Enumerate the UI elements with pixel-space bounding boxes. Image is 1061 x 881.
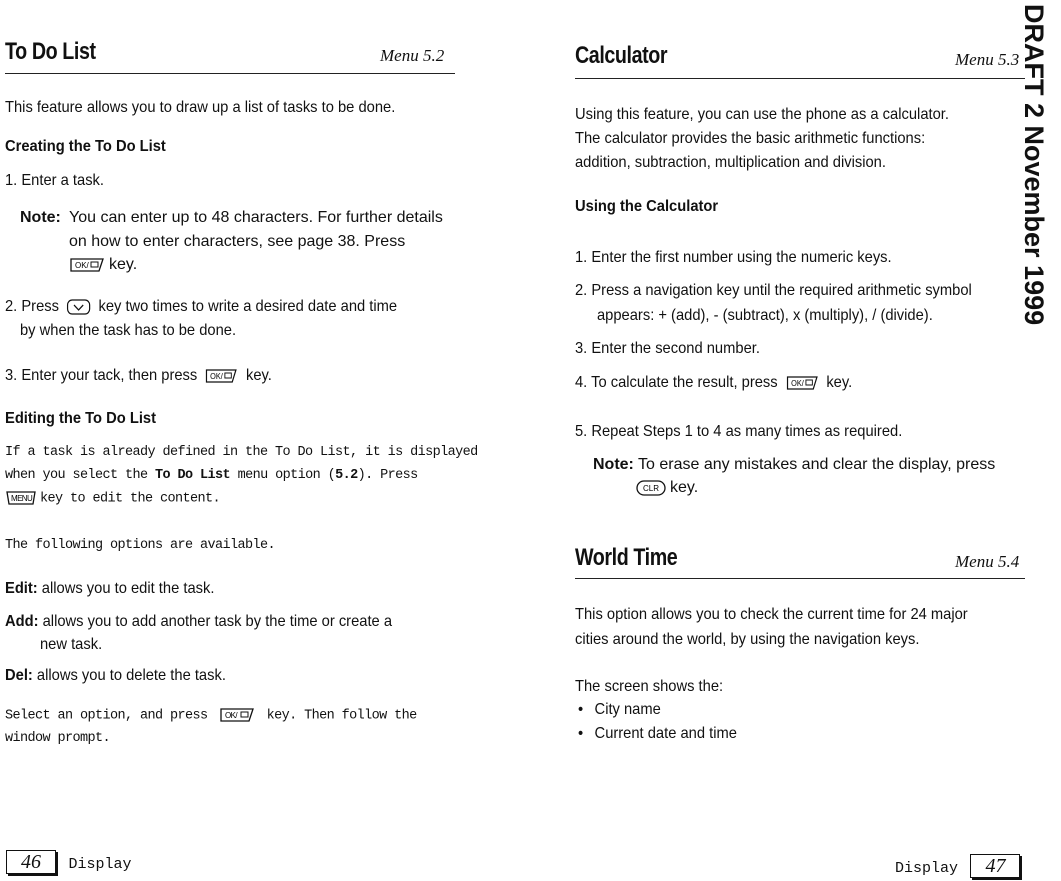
svg-text:OK/: OK/ bbox=[790, 378, 804, 388]
select-line1: Select an option, and press OK/ key. Then follow the bbox=[5, 708, 417, 724]
calc-step4: 4. To calculate the result, press OK/ key. bbox=[575, 374, 853, 391]
right-footer-label: Display bbox=[895, 860, 959, 877]
left-footer-label: Display bbox=[68, 856, 132, 873]
ok-key-icon bbox=[785, 375, 818, 391]
ok-key-icon bbox=[219, 707, 255, 723]
edit-line3: MENU key to edit the content. bbox=[5, 490, 220, 507]
todo-menu-ref: Menu 5.2 bbox=[380, 46, 445, 65]
world-rule bbox=[575, 578, 1025, 579]
edit-line1: If a task is already defined in the To Do List, it is displayed bbox=[5, 445, 478, 460]
option-add: Add: allows you to add another task by the time or create a bbox=[5, 613, 393, 630]
world-menu-ref: Menu 5.4 bbox=[955, 552, 1020, 571]
todo-step1: 1. Enter a task. bbox=[5, 172, 105, 189]
todo-title: To Do List bbox=[5, 38, 96, 65]
calc-step1: 1. Enter the first number using the numeric keys. bbox=[575, 249, 892, 266]
option-del: Del: allows you to delete the task. bbox=[5, 667, 226, 684]
draft-banner-text: DRAFT 2 November 1999 bbox=[1019, 4, 1049, 326]
world-bullet-1: • City name bbox=[578, 701, 661, 718]
option-add-cont: new task. bbox=[40, 636, 103, 653]
calc-intro2: The calculator provides the basic arithmetic functions: bbox=[575, 130, 926, 147]
right-footer bbox=[895, 854, 1020, 878]
calc-note-line2: CLR key. bbox=[636, 476, 698, 499]
todo-note-line3: OK/ key. bbox=[69, 253, 137, 276]
options-intro: The following options are available. bbox=[5, 538, 276, 553]
calc-intro3: addition, subtraction, multiplication and division. bbox=[575, 154, 886, 171]
svg-text:OK/: OK/ bbox=[75, 260, 89, 270]
menu-key-icon bbox=[5, 490, 37, 506]
page-number-47: 47 bbox=[970, 854, 1020, 878]
calc-intro1: Using this feature, you can use the phone as a calculator. bbox=[575, 106, 949, 123]
page-number-46: 46 bbox=[6, 850, 56, 874]
edit-line2: when you select the To Do List menu option (5.2). Press bbox=[5, 468, 418, 483]
option-edit: Edit: allows you to edit the task. bbox=[5, 580, 215, 597]
todo-step2: 2. Press key two times to write a desired date and time bbox=[5, 298, 398, 315]
using-calc-heading: Using the Calculator bbox=[575, 198, 719, 215]
todo-step3: 3. Enter your tack, then press OK/ key. bbox=[5, 367, 272, 384]
ok-key-icon bbox=[205, 368, 238, 384]
todo-step2-cont: by when the task has to be done. bbox=[20, 322, 237, 339]
calc-step5: 5. Repeat Steps 1 to 4 as many times as required. bbox=[575, 423, 903, 440]
world-intro1: This option allows you to check the current time for 24 major bbox=[575, 606, 968, 623]
svg-text:CLR: CLR bbox=[643, 483, 660, 493]
calc-title: Calculator bbox=[575, 42, 668, 69]
calc-step3: 3. Enter the second number. bbox=[575, 340, 760, 357]
calc-menu-ref: Menu 5.3 bbox=[955, 50, 1020, 69]
select-line2: window prompt. bbox=[5, 731, 111, 746]
svg-text:OK/: OK/ bbox=[225, 711, 238, 720]
world-title: World Time bbox=[575, 544, 678, 571]
draft-banner bbox=[1015, 0, 1055, 326]
editing-heading: Editing the To Do List bbox=[5, 410, 156, 427]
todo-note bbox=[20, 206, 61, 229]
note-label: Note: bbox=[20, 209, 61, 226]
ok-key-icon bbox=[69, 257, 105, 273]
world-shows: The screen shows the: bbox=[575, 678, 724, 695]
world-intro2: cities around the world, by using the navigation keys. bbox=[575, 631, 920, 648]
calc-note: Note: To erase any mistakes and clear the display, press bbox=[593, 456, 996, 473]
world-bullet-2: • Current date and time bbox=[578, 725, 737, 742]
todo-note-line2: on how to enter characters, see page 38. Press bbox=[69, 233, 406, 250]
calc-rule bbox=[575, 78, 1025, 79]
down-nav-key-icon bbox=[67, 299, 91, 315]
clr-key-icon bbox=[636, 480, 666, 496]
left-footer bbox=[6, 850, 131, 874]
todo-rule bbox=[5, 73, 455, 74]
svg-text:MENU: MENU bbox=[11, 494, 33, 503]
calc-step2: 2. Press a navigation key until the required arithmetic symbol bbox=[575, 282, 972, 299]
calc-step2-cont: appears: + (add), - (subtract), x (multiply), / (divide). bbox=[597, 307, 933, 324]
creating-heading: Creating the To Do List bbox=[5, 138, 166, 155]
todo-note-line1: You can enter up to 48 characters. For further details bbox=[69, 209, 443, 226]
svg-text:OK/: OK/ bbox=[210, 371, 224, 381]
todo-intro: This feature allows you to draw up a list of tasks to be done. bbox=[5, 99, 396, 116]
